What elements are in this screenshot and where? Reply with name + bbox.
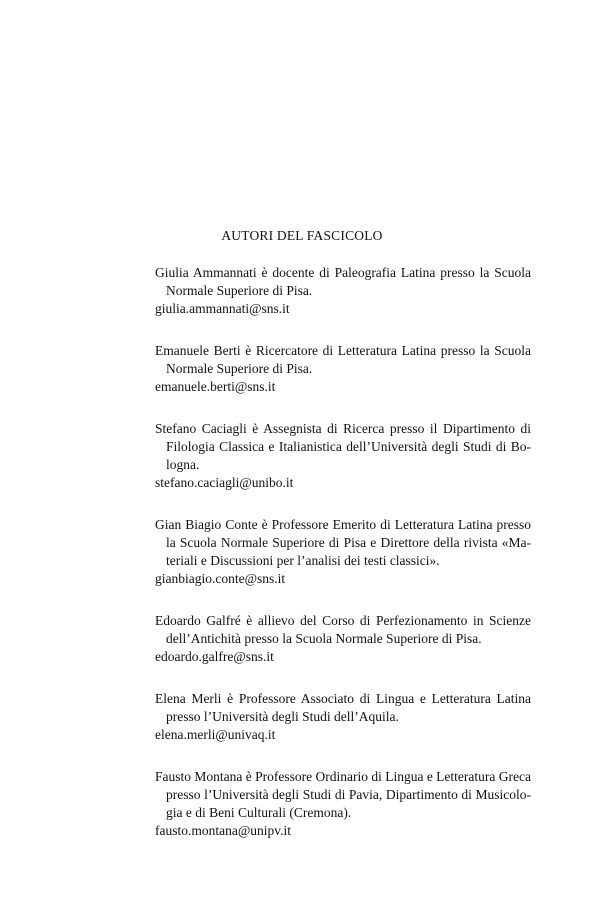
author-bio-line: presso l’Università degli Studi di Pavia, Dipartimento di Musicolo- <box>166 787 531 802</box>
author-bio-line: logna. <box>166 457 200 472</box>
author-bio-line: Gian Biagio Conte è Professore Emerito di Letteratura Latina presso <box>155 517 531 532</box>
author-entry-ammannati <box>155 264 531 318</box>
author-entry-galfre <box>155 612 531 666</box>
author-bio-line: Edoardo Galfré è allievo del Corso di Perfezionamento in Scienze <box>155 613 531 628</box>
page-title: AUTORI DEL FASCICOLO <box>221 228 383 243</box>
author-bio-line: Normale Superiore di Pisa. <box>166 361 313 376</box>
author-bio-line: dell’Antichità presso la Scuola Normale Superiore di Pisa. <box>166 631 482 646</box>
author-entry-merli <box>155 690 531 744</box>
authors-list <box>155 264 531 864</box>
author-bio-line: Stefano Caciagli è Assegnista di Ricerca presso il Dipartimento di <box>155 421 531 436</box>
author-bio-line: teriali e Discussioni per l’analisi dei testi classici». <box>166 553 440 568</box>
author-bio-line: presso l’Università degli Studi dell’Aquila. <box>166 709 399 724</box>
author-email: edoardo.galfre@sns.it <box>155 649 274 664</box>
author-entry-berti <box>155 342 531 396</box>
author-bio-line: gia e di Beni Culturali (Cremona). <box>166 805 352 820</box>
author-bio-line: Elena Merli è Professore Associato di Lingua e Letteratura Latina <box>155 691 531 706</box>
author-entry-conte <box>155 516 531 588</box>
author-bio-line: Giulia Ammannati è docente di Paleografia Latina presso la Scuola <box>155 265 531 280</box>
author-email: gianbiagio.conte@sns.it <box>155 571 286 586</box>
author-entry-caciagli <box>155 420 531 492</box>
author-email: emanuele.berti@sns.it <box>155 379 276 394</box>
author-email: giulia.ammannati@sns.it <box>155 301 290 316</box>
author-bio-line: Fausto Montana è Professore Ordinario di Lingua e Letteratura Greca <box>155 769 531 784</box>
author-email: stefano.caciagli@unibo.it <box>155 475 294 490</box>
author-email: fausto.montana@unipv.it <box>155 823 292 838</box>
author-bio-line: Normale Superiore di Pisa. <box>166 283 313 298</box>
author-bio-line: la Scuola Normale Superiore di Pisa e Direttore della rivista «Ma- <box>166 535 531 550</box>
author-email: elena.merli@univaq.it <box>155 727 276 742</box>
author-bio-line: Emanuele Berti è Ricercatore di Letteratura Latina presso la Scuola <box>155 343 531 358</box>
author-entry-montana <box>155 768 531 840</box>
author-bio-line: Filologia Classica e Italianistica dell’Università degli Studi di Bo- <box>166 439 531 454</box>
